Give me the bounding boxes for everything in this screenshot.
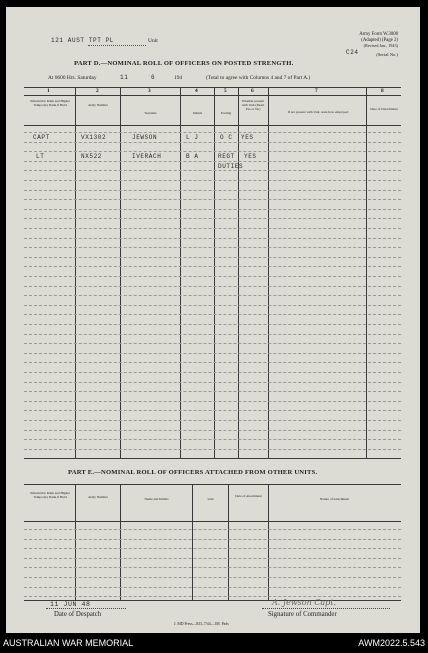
- despatch-date: 11 JUN 48: [50, 601, 91, 608]
- col-divider-1: [75, 87, 76, 458]
- ruled-line: [24, 238, 401, 239]
- ruled-line: [24, 558, 401, 559]
- part-e-col-header-rank: Substantive Rank and Higher Temporary Rank if Held: [30, 491, 70, 499]
- colnum-divider: [24, 95, 401, 96]
- ruled-line: [24, 343, 401, 344]
- ruled-line: [24, 539, 401, 540]
- ruled-line: [24, 190, 401, 191]
- col-header-present: Whether present with Unit (Insert Yes or No): [241, 99, 265, 111]
- col-number-2: 2: [96, 88, 99, 94]
- table-bottom-border: [24, 458, 401, 459]
- col-divider-7: [366, 87, 367, 458]
- form-line2: (Adapted) (Page 2): [361, 38, 398, 43]
- ruled-line: [24, 295, 401, 296]
- col-divider-3: [180, 87, 181, 458]
- form-line1: Army Form W.3008: [359, 32, 398, 37]
- part-d-title: PART D.—NOMINAL ROLL OF OFFICERS ON POSTED STRENGTH.: [74, 60, 294, 67]
- part-e-top-border: [24, 484, 401, 485]
- col-divider-4: [214, 87, 215, 458]
- ruled-line: [24, 372, 401, 373]
- ruled-line: [24, 209, 401, 210]
- ruled-line: [24, 596, 401, 597]
- col-number-4: 4: [195, 88, 198, 94]
- day-value: 11: [120, 74, 129, 81]
- row2-initials: B A: [186, 153, 199, 160]
- ruled-line: [24, 170, 401, 171]
- col-number-5: 5: [224, 88, 227, 94]
- ruled-line: [24, 362, 401, 363]
- col-header-rank: Substantive Rank and Higher Temporary Rank if Held: [30, 99, 70, 107]
- unit-label: Unit: [148, 38, 158, 44]
- part-e-title: PART E.—NOMINAL ROLL OF OFFICERS ATTACHED FROM OTHER UNITS.: [68, 469, 318, 476]
- ruled-line: [24, 228, 401, 229]
- col-header-initials: Initials: [192, 111, 203, 115]
- col-header-detachment: Date of Detachment: [370, 107, 398, 111]
- month-value: 6: [151, 74, 156, 81]
- part-e-col-header-name: Name and Initials: [144, 497, 169, 501]
- ruled-line: [24, 257, 401, 258]
- part-e-col-header-nature: Nature of Attachment: [319, 497, 350, 501]
- despatch-underline: [46, 608, 126, 609]
- ruled-line: [24, 410, 401, 411]
- row2-rank: LT: [36, 153, 45, 160]
- total-note: (Total to agree with Columns 4 and 7 of Part A.): [206, 75, 311, 81]
- header-divider: [24, 125, 401, 126]
- serial-label: (Serial No.): [376, 52, 398, 57]
- ruled-line: [24, 334, 401, 335]
- col-number-7: 7: [315, 88, 318, 94]
- ruled-line: [24, 266, 401, 267]
- row2-army-number: NX522: [81, 153, 103, 160]
- row1-surname: JEWSON: [132, 134, 158, 141]
- part-e-col-header-date: Date of Attachment: [235, 494, 262, 498]
- col-header-employed: If not present with Unit, state how employed: [287, 110, 349, 114]
- ruled-line: [24, 199, 401, 200]
- col-number-1: 1: [47, 88, 50, 94]
- col-divider-5: [238, 87, 239, 458]
- part-e-col-divider-2: [120, 484, 121, 600]
- ruled-line: [24, 247, 401, 248]
- row2-posting-cont: DUTIES: [218, 163, 244, 170]
- col-header-surname: Surname: [144, 111, 157, 115]
- unit-underline: [88, 45, 146, 46]
- table-top-border: [24, 87, 401, 88]
- row2-surname: IVERACH: [132, 153, 162, 160]
- col-number-6: 6: [251, 88, 254, 94]
- form-page: [6, 7, 420, 633]
- row1-posting: O C: [220, 134, 233, 141]
- ruled-line: [24, 548, 401, 549]
- ruled-line: [24, 180, 401, 181]
- ruled-line: [24, 132, 401, 133]
- printer-note: J. MD Press—833–7/44—1M. Pads: [174, 622, 229, 626]
- ruled-line: [24, 276, 401, 277]
- col-header-army-number: Army Number: [88, 103, 108, 107]
- col-number-8: 8: [381, 88, 384, 94]
- ruled-line: [24, 430, 401, 431]
- ruled-line: [24, 161, 401, 162]
- ruled-line: [24, 218, 401, 219]
- row1-initials: L J: [186, 134, 199, 141]
- serial-value: C24: [346, 49, 359, 56]
- at-label: At 0600 Hrs. Saturday: [48, 75, 97, 81]
- ruled-line: [24, 420, 401, 421]
- caption-right: AWM2022.5.543: [358, 638, 425, 648]
- ruled-line: [24, 142, 401, 143]
- caption-left: AUSTRALIAN WAR MEMORIAL: [3, 638, 134, 648]
- col-header-posting: Posting: [220, 111, 232, 115]
- part-e-col-divider-5: [268, 484, 269, 600]
- ruled-line: [24, 587, 401, 588]
- part-e-header-divider: [24, 521, 401, 522]
- ruled-line: [24, 567, 401, 568]
- ruled-line: [24, 353, 401, 354]
- year-prefix: 194: [174, 75, 183, 81]
- ruled-line: [24, 305, 401, 306]
- part-e-col-header-unit: Unit: [207, 497, 214, 501]
- ruled-line: [24, 286, 401, 287]
- ruled-line: [24, 529, 401, 530]
- part-e-col-divider-1: [75, 484, 76, 600]
- ruled-line: [24, 382, 401, 383]
- signature-underline: [262, 608, 390, 609]
- ruled-line: [24, 439, 401, 440]
- row1-army-number: VX1302: [81, 134, 107, 141]
- col-divider-2: [120, 87, 121, 458]
- ruled-line: [24, 449, 401, 450]
- ruled-line: [24, 391, 401, 392]
- part-e-col-divider-3: [192, 484, 193, 600]
- part-e-col-divider-4: [228, 484, 229, 600]
- col-divider-6: [268, 87, 269, 458]
- commander-signature: A. Jewson Capt.: [272, 598, 337, 607]
- row2-posting: REGT: [218, 153, 235, 160]
- despatch-label: Date of Despatch: [54, 611, 102, 618]
- row2-present: YES: [244, 153, 257, 160]
- ruled-line: [24, 577, 401, 578]
- col-number-3: 3: [148, 88, 151, 94]
- unit-value: 121 AUST TPT PL: [51, 37, 115, 44]
- ruled-line: [24, 314, 401, 315]
- part-e-col-header-army-number: Army Number: [88, 495, 108, 499]
- form-line3: (Revised Jan., 1943): [363, 43, 398, 48]
- archive-caption-bar: [0, 633, 428, 653]
- row1-rank: CAPT: [33, 134, 50, 141]
- ruled-line: [24, 401, 401, 402]
- signature-label: Signature of Commander: [268, 611, 337, 618]
- row1-present: YES: [241, 134, 254, 141]
- ruled-line: [24, 324, 401, 325]
